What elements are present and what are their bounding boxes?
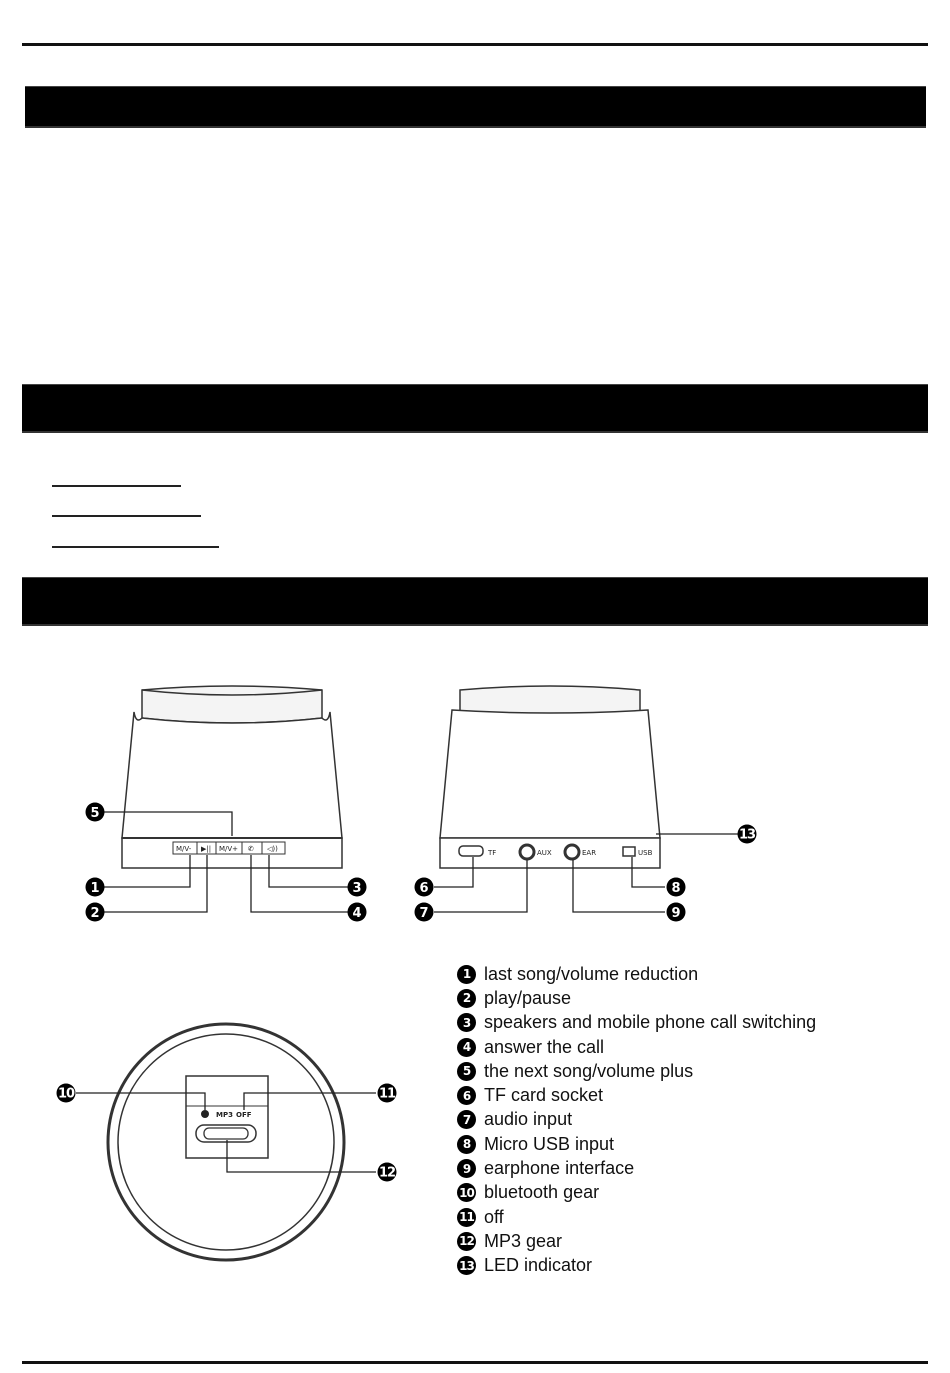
legend-label: last song/volume reduction — [484, 963, 699, 984]
legend-number-badge: 6 — [457, 1086, 476, 1105]
legend-item — [457, 1011, 816, 1035]
bottom-page-rule — [22, 1361, 928, 1364]
callout-8 — [667, 878, 686, 897]
svg-text:AUX: AUX — [537, 849, 552, 857]
svg-text:8: 8 — [671, 881, 681, 896]
legend-label: play/pause — [484, 987, 572, 1008]
legend-item — [457, 962, 816, 986]
legend-number-badge: 9 — [457, 1159, 476, 1178]
legend-label: audio input — [484, 1109, 573, 1130]
legend-item — [457, 1059, 816, 1083]
legend-item — [457, 1181, 816, 1205]
legend-number-badge: 12 — [457, 1232, 476, 1251]
legend-label: MP3 gear — [484, 1230, 563, 1251]
legend-label: bluetooth gear — [484, 1182, 600, 1203]
front-view — [122, 686, 342, 868]
legend-label: speakers and mobile phone call switching — [484, 1012, 817, 1033]
svg-text:TF: TF — [488, 849, 497, 857]
svg-text:12: 12 — [378, 1165, 396, 1181]
callout-5 — [86, 803, 105, 822]
svg-text:5: 5 — [90, 806, 100, 821]
legend-item — [457, 1132, 816, 1156]
legend-number-badge: 13 — [457, 1256, 476, 1275]
legend-label: LED indicator — [484, 1255, 593, 1276]
legend-label: earphone interface — [484, 1158, 635, 1179]
legend-item — [457, 1035, 816, 1059]
legend-label: off — [484, 1206, 504, 1227]
svg-text:M/V+: M/V+ — [219, 845, 239, 853]
svg-text:9: 9 — [671, 906, 681, 921]
parts-legend — [457, 962, 816, 1278]
legend-label: the next song/volume plus — [484, 1060, 694, 1081]
callout-13 — [738, 825, 757, 844]
legend-item — [457, 1229, 816, 1253]
svg-text:2: 2 — [90, 906, 100, 921]
svg-text:1: 1 — [90, 881, 100, 896]
legend-item — [457, 1156, 816, 1180]
svg-text:EAR: EAR — [582, 849, 597, 857]
svg-text:MP3: MP3 — [216, 1111, 233, 1119]
svg-text:▶||: ▶|| — [201, 845, 212, 853]
rear-view — [440, 686, 660, 868]
svg-text:4: 4 — [352, 906, 362, 921]
legend-number-badge: 8 — [457, 1135, 476, 1154]
callout-9 — [667, 903, 686, 922]
legend-item — [457, 1083, 816, 1107]
legend-number-badge: 2 — [457, 989, 476, 1008]
legend-number-badge: 11 — [457, 1208, 476, 1227]
svg-text:11: 11 — [378, 1086, 396, 1102]
callout-12 — [378, 1163, 397, 1182]
callout-6 — [415, 878, 434, 897]
svg-text:13: 13 — [738, 827, 756, 843]
svg-text:OFF: OFF — [236, 1111, 252, 1119]
callout-2 — [86, 903, 105, 922]
legend-number-badge: 7 — [457, 1110, 476, 1129]
bottom-view — [108, 1024, 344, 1260]
legend-number-badge: 4 — [457, 1038, 476, 1057]
svg-text:◁)): ◁)) — [267, 845, 278, 853]
callout-1 — [86, 878, 105, 897]
svg-text:USB: USB — [638, 849, 653, 857]
svg-text:M/V-: M/V- — [176, 845, 192, 853]
svg-text:7: 7 — [419, 906, 429, 921]
callout-10 — [57, 1084, 76, 1103]
callout-4 — [348, 903, 367, 922]
legend-label: TF card socket — [484, 1085, 604, 1106]
callout-11 — [378, 1084, 397, 1103]
legend-number-badge: 5 — [457, 1062, 476, 1081]
legend-number-badge: 1 — [457, 965, 476, 984]
callout-3 — [348, 878, 367, 897]
legend-number-badge: 3 — [457, 1013, 476, 1032]
legend-number-badge: 10 — [457, 1183, 476, 1202]
svg-text:3: 3 — [352, 881, 362, 896]
svg-text:6: 6 — [419, 881, 429, 896]
legend-label: answer the call — [484, 1036, 605, 1057]
svg-text:✆: ✆ — [248, 845, 254, 853]
legend-item — [457, 1254, 816, 1278]
legend-item — [457, 1205, 816, 1229]
legend-item — [457, 986, 816, 1010]
callout-7 — [415, 903, 434, 922]
legend-label: Micro USB input — [484, 1133, 615, 1154]
legend-item — [457, 1108, 816, 1132]
svg-text:10: 10 — [57, 1086, 75, 1102]
